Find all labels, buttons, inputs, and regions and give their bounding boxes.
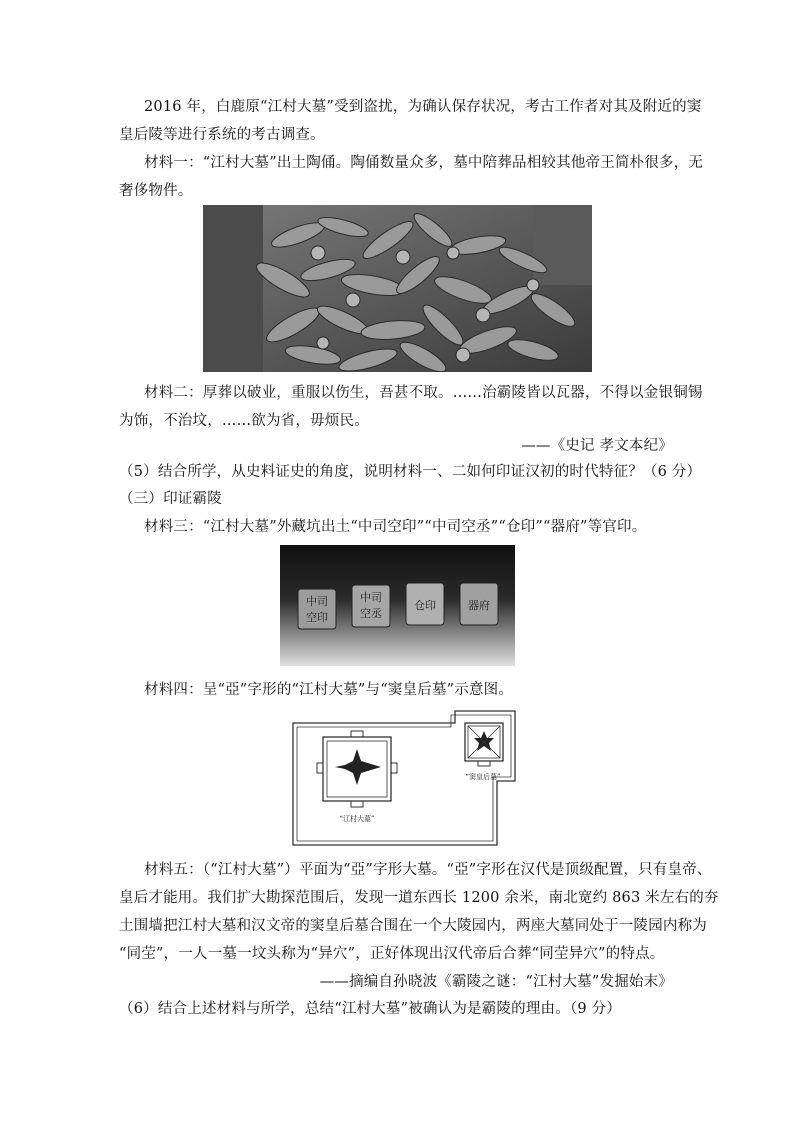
material2-source: ——《史记 孝文本纪》 <box>521 438 673 454</box>
seal-2-text: 中司 <box>360 591 382 604</box>
material2-line-1: 材料二：厚葬以破业，重服以伤生，吾甚不取。……治霸陵皆以瓦器，不得以金银铜锡 <box>144 385 703 401</box>
section-3-heading: （三）印证霸陵 <box>119 491 222 507</box>
material3-text: 材料三：“江村大墓”外藏坑出土“中司空印”“中司空丞”“仓印”“器府”等官印。 <box>144 519 647 535</box>
material2-line-2: 为饰，不治坟，……欲为省，毋烦民。 <box>119 413 369 429</box>
svg-text:空丞: 空丞 <box>360 607 382 620</box>
svg-text:空印: 空印 <box>306 611 328 624</box>
question-6: （6）结合上述材料与所学，总结“江村大墓”被确认为是霸陵的理由。（9 分） <box>119 1001 622 1017</box>
question-5: （5）结合所学，从史料证史的角度，说明材料一、二如何印证汉初的时代特征？（6 分） <box>119 464 702 480</box>
official-seals-photo <box>280 545 515 666</box>
material4-text: 材料四：呈“亞”字形的“江村大墓”与“窦皇后墓”示意图。 <box>144 682 514 698</box>
pottery-figurines-photo <box>203 205 592 372</box>
tomb-layout-diagram <box>285 705 520 850</box>
seal-4-text: 器府 <box>468 599 490 612</box>
material1-line-1: 材料一：“江村大墓”出土陶俑。陶俑数量众多，墓中陪葬品相较其他帝王简朴很多，无 <box>144 155 704 171</box>
intro-line-2: 皇后陵等进行系统的考古调查。 <box>119 127 325 143</box>
material5-source: ——摘编自孙晓波《霸陵之谜：“江村大墓”发掘始末》 <box>319 974 673 990</box>
material5-line-1: 材料五：（“江村大墓”）平面为“亞”字形大墓。“亞”字形在汉代是顶级配置，只有皇帝、 <box>144 862 712 878</box>
material5-line-3: 土围墙把江村大墓和汉文帝的窦皇后墓合围在一个大陵园内，两座大墓同处于一陵园内称为 <box>119 918 707 934</box>
official-seals-image <box>280 545 515 666</box>
material1-line-2: 奢侈物件。 <box>119 183 193 199</box>
tomb-layout-svg <box>285 705 520 850</box>
material5-line-4: “同茔”，一人一墓一坟头称为“异穴”，正好体现出汉代帝后合葬“同茔异穴”的特点。 <box>119 946 665 962</box>
seal-3-text: 仓印 <box>414 599 436 612</box>
intro-line-1: 2016 年，白鹿原“江村大墓”受到盗扰，为确认保存状况，考古工作者对其及附近的窦 <box>144 99 702 115</box>
seal-1-text: 中司 <box>306 595 328 608</box>
diagram-label-jiangcun: “江村大墓” <box>339 815 375 823</box>
diagram-label-dou: “窦皇后墓” <box>465 773 501 781</box>
pottery-figurines-image <box>203 205 592 372</box>
material5-line-2: 皇后才能用。我们扩大勘探范围后，发现一道东西长 1200 余米，南北宽约 863 米左右的夯 <box>119 890 719 906</box>
